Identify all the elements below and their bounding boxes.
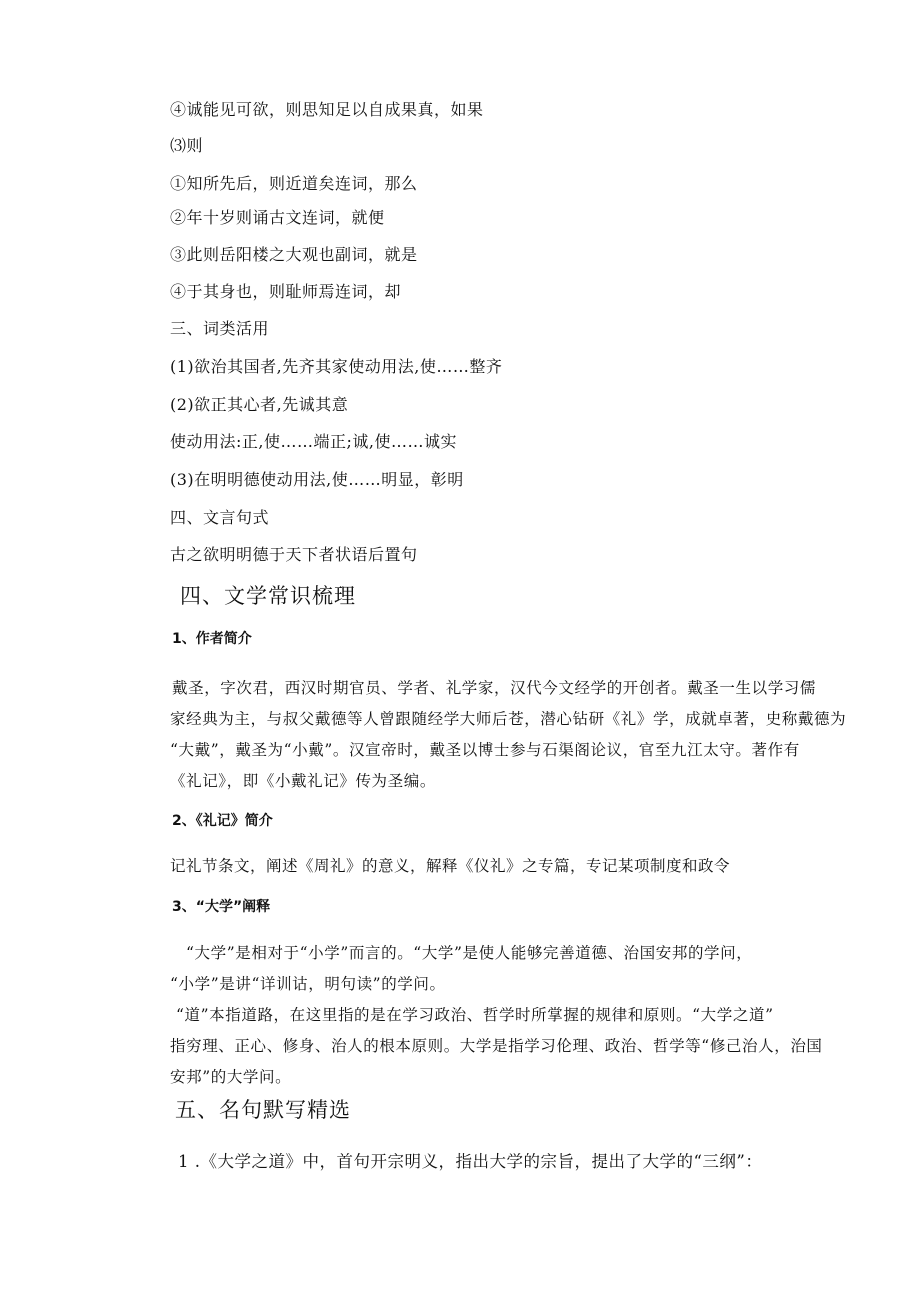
subheading-liji: 2、《礼记》简介: [172, 813, 273, 829]
section-heading-word-class: 三、词类活用: [170, 319, 270, 338]
paragraph-line: 家经典为主，与叔父戴德等人曾跟随经学大师后苍，潜心钻研《礼》学，成就卓著，史称戴德为: [170, 710, 847, 728]
text-line: (2)欲正其心者,先诚其意: [170, 395, 349, 414]
text-line: (3)在明明德使动用法,使……明显，彰明: [170, 470, 464, 489]
text-line: ④诚能见可欲，则思知足以自成果真，如果: [170, 100, 484, 119]
section-heading-quotes: 五、名句默写精选: [175, 1098, 351, 1122]
author-paragraph: [170, 673, 847, 797]
liji-text: 记礼节条文，阐述《周礼》的意义，解释《仪礼》之专篇，专记某项制度和政令: [170, 857, 731, 875]
subheading-daxue: 3、“大学”阐释: [172, 899, 271, 915]
daxue-paragraph: [170, 938, 823, 1093]
section-heading-sentence: 四、文言句式: [170, 508, 270, 527]
text-line: 使动用法:正,使……端正;诚,使……诚实: [170, 432, 457, 451]
subheading-author: 1、作者简介: [172, 631, 252, 647]
text-line: 古之欲明明德于天下者状语后置句: [170, 545, 418, 564]
text-line: ④于其身也，则耻师焉连词，却: [170, 282, 402, 301]
paragraph-line: “小学”是讲“详训诂，明句读”的学问。: [170, 975, 446, 993]
text-line: (1)欲治其国者,先齐其家使动用法,使……整齐: [170, 357, 503, 376]
section-heading-literature: 四、文学常识梳理: [180, 584, 356, 608]
text-line: ②年十岁则诵古文连词，就便: [170, 208, 385, 227]
paragraph-line: “道”本指道路，在这里指的是在学习政治、哲学时所掌握的规律和原则。“大学之道”: [176, 1006, 774, 1024]
paragraph-line: 指穷理、正心、修身、治人的根本原则。大学是指学习伦理、政治、哲学等“修己治人，治国: [170, 1037, 823, 1055]
paragraph-line: 《礼记》，即《小戴礼记》传为圣编。: [170, 772, 436, 790]
text-line: ①知所先后，则近道矣连词，那么: [170, 174, 418, 193]
text-line: ③此则岳阳楼之大观也副词，就是: [170, 245, 418, 264]
paragraph-line: 安邦”的大学问。: [170, 1068, 292, 1086]
paragraph-line: 戴圣，字次君，西汉时期官员、学者、礼学家，汉代今文经学的开创者。戴圣一生以学习儒: [172, 679, 817, 697]
paragraph-line: “大学”是相对于“小学”而言的。“大学”是使人能够完善道德、治国安邦的学问，: [186, 944, 753, 962]
paragraph-line: “大戴”，戴圣为“小戴”。汉宣帝时，戴圣以博士参与石渠阁论议，官至九江太守。著作有: [170, 741, 800, 759]
text-line: ⑶则: [170, 136, 204, 155]
quote-item: 1 .《大学之道》中，首句开宗明义，指出大学的宗旨，提出了大学的“三纲”：: [178, 1152, 763, 1171]
